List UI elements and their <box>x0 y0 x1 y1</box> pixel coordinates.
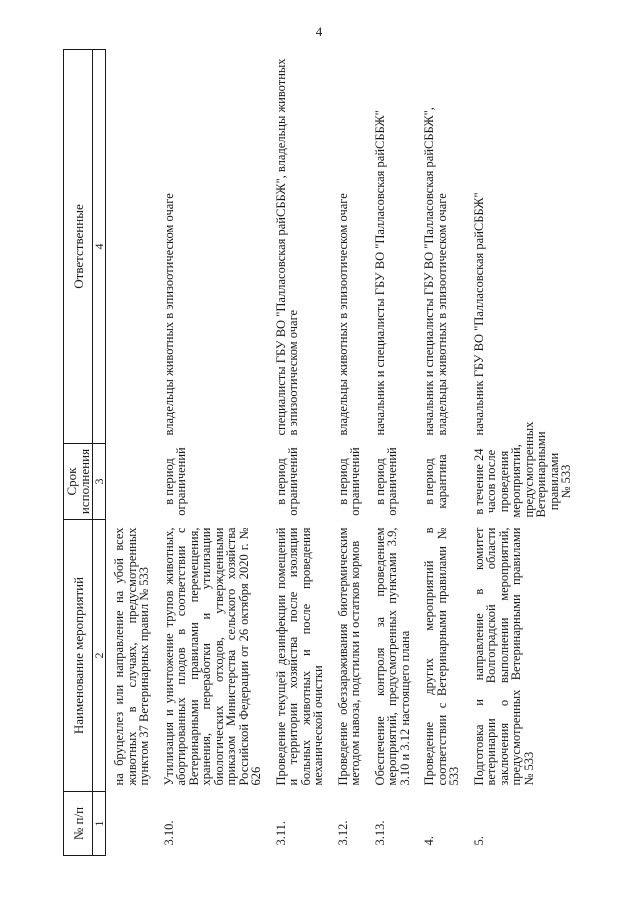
header-responsible: Ответственные <box>64 50 93 444</box>
row-term <box>106 444 156 520</box>
row-number <box>106 792 156 856</box>
row-responsible: владельцы животных в эпизоотическом очаге <box>161 193 176 436</box>
table-row <box>268 50 330 856</box>
column-index: 3 <box>93 444 106 520</box>
page-number: 4 <box>315 24 323 39</box>
row-term: в период карантина <box>422 454 449 509</box>
row-measure: Утилизация и уничтожение трупов животных, абортированных плодов в соответствии с Ветеринарными правилами перемещения, хранения, переработки и утилизации биологических отходов, утвержденными приказом Министерства сельского хозяйства Российской Федерации от 26 октября 2020 г. № 626 <box>161 527 263 786</box>
row-responsible <box>106 50 156 444</box>
header-row <box>64 50 93 856</box>
header-number: № п/п <box>64 792 93 856</box>
row-term: в период ограничений <box>161 447 188 516</box>
header-name: Наименование мероприятий <box>64 520 93 792</box>
row-measure: Обеспечение контроля за проведением мероприятий, предусмотренных пунктами 3.9, 3.10 и 3.12 настоящего плана <box>372 527 412 786</box>
table-row <box>330 50 367 856</box>
row-number: 3.10. <box>161 820 176 846</box>
row-term: в период ограничений <box>273 447 300 516</box>
header-term: Срок исполнения <box>64 444 93 520</box>
row-responsible: начальник и специалисты ГБУ ВО "Палласовская райСББЖ", владельцы животных в эпизоотическом очаге <box>422 107 449 436</box>
row-number: 5. <box>471 836 486 846</box>
rotated-table-container <box>63 50 577 856</box>
row-measure: Подготовка и направление в комитет ветеринарии Волгоградской области заключения о выполнении мероприятий, предусмотренных Ветеринарными правилами № 533 <box>471 527 536 786</box>
row-measure: Проведение текущей дезинфекции помещений и территории хозяйства после изоляции больных животных и после проведения механической очистки <box>273 527 325 786</box>
row-number: 3.13. <box>372 820 387 846</box>
row-measure: на бруцеллез или направление на убой всех животных в случаях, предусмотренных пунктом 37 Ветеринарных правил № 533 <box>112 527 151 786</box>
row-number: 3.12. <box>335 820 350 846</box>
row-term: в течение 24 часов после проведения мероприятий, предусмотренных Ветеринарными правилами № 533 <box>471 421 573 518</box>
row-number: 4. <box>422 836 436 846</box>
table-row <box>367 50 417 856</box>
column-index-row <box>93 50 106 856</box>
row-number: 3.11. <box>273 820 288 846</box>
row-term: в период ограничений <box>335 447 362 516</box>
row-responsible: специалисты ГБУ ВО "Палласовская райСББЖ", владельцы животных в эпизоотическом очаге <box>273 58 300 436</box>
table-row <box>156 50 268 856</box>
column-index: 1 <box>93 792 106 856</box>
column-index: 2 <box>93 520 106 792</box>
table-row <box>466 50 578 856</box>
measures-table <box>63 49 578 856</box>
row-responsible: начальник и специалисты ГБУ ВО "Палласовская райСББЖ" <box>372 110 387 436</box>
row-measure: Проведение других мероприятий в соответствии с Ветеринарными правилами № 533 <box>422 527 461 786</box>
row-responsible: владельцы животных в эпизоотическом очаге <box>335 193 350 436</box>
table-row <box>416 50 466 856</box>
row-term: в период ограничений <box>372 447 399 516</box>
column-index: 4 <box>93 50 106 444</box>
table-row <box>106 50 156 856</box>
row-responsible: начальник ГБУ ВО "Палласовская райСББЖ" <box>471 192 486 436</box>
row-measure: Проведение обеззараживания биотермическим методом навоза, подстилки и остатков кормов <box>335 527 362 786</box>
